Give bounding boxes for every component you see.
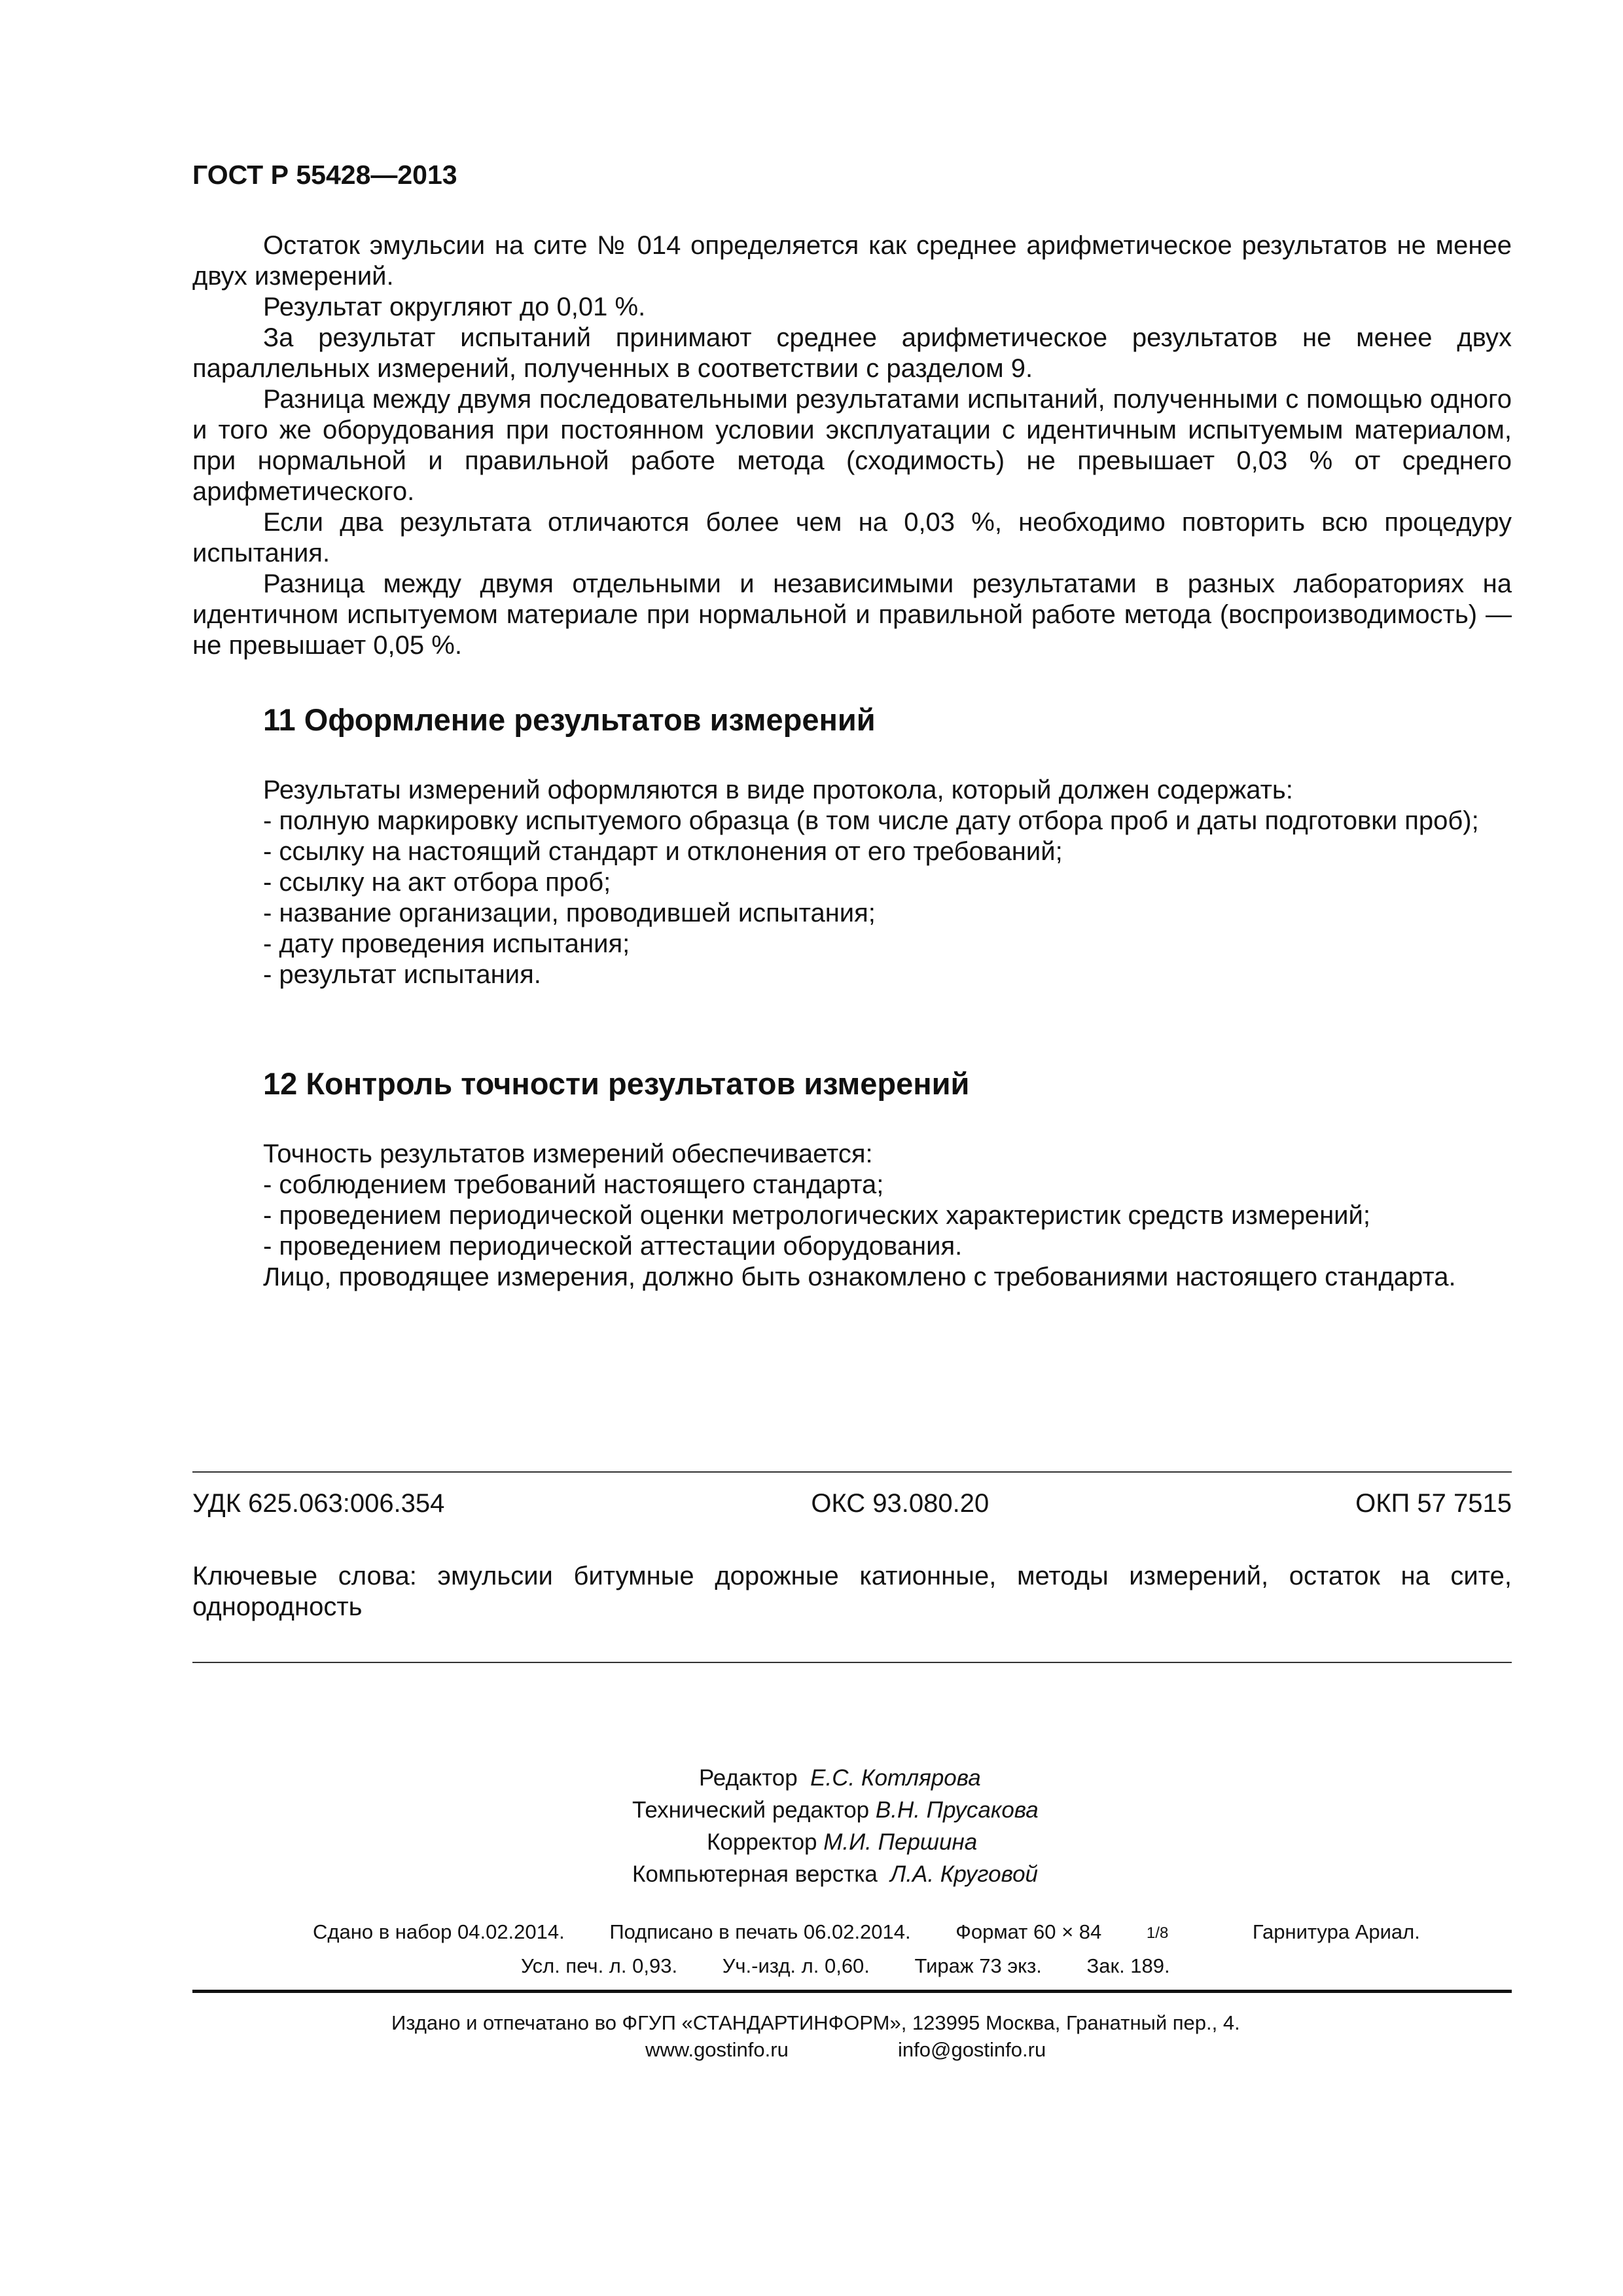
print-info-item: Усл. печ. л. 0,93.	[521, 1954, 678, 1977]
okp-code: ОКП 57 7515	[1355, 1489, 1512, 1518]
classification-codes	[192, 1489, 1512, 1518]
divider	[192, 1662, 1512, 1663]
format-fraction: 1/8	[1146, 1924, 1169, 1942]
credit-role: Редактор	[699, 1765, 798, 1791]
list-item: - ссылку на акт отбора проб;	[263, 868, 611, 897]
list-item: - соблюдением требований настоящего стандарта;	[263, 1170, 884, 1199]
print-info-item: Сдано в набор 04.02.2014.	[313, 1920, 565, 1943]
print-info-item: Формат 60 × 84	[955, 1920, 1102, 1943]
divider	[192, 1990, 1512, 1993]
credit-role: Компьютерная верстка	[632, 1861, 878, 1887]
list-item: - дату проведения испытания;	[263, 929, 630, 958]
paragraph: Лицо, проводящее измерения, должно быть ознакомлено с требованиями настоящего стандарта.	[263, 1263, 1456, 1291]
credit-role: Корректор	[707, 1829, 817, 1855]
oks-code: ОКС 93.080.20	[811, 1489, 990, 1518]
credit-name: М.И. Першина	[823, 1829, 978, 1855]
credit-role: Технический редактор	[632, 1797, 870, 1823]
list-item: - название организации, проводившей испытания;	[263, 899, 876, 927]
paragraph: Остаток эмульсии на сите № 014 определяется как среднее арифметическое результатов не менее двух измерений.	[192, 231, 1512, 291]
publisher-website[interactable]: www.gostinfo.ru	[645, 2038, 789, 2061]
print-info-item: Уч.-изд. л. 0,60.	[722, 1954, 870, 1977]
credit-name: Л.А. Круговой	[890, 1861, 1039, 1887]
measurement-results-text	[192, 230, 1512, 661]
udk-code: УДК 625.063:006.354	[192, 1489, 445, 1518]
section-12-title: 12 Контроль точности результатов измерений	[263, 1066, 970, 1101]
paragraph: Результат округляют до 0,01 %.	[263, 293, 646, 321]
print-info-item: Гарнитура Ариал.	[1252, 1920, 1420, 1943]
paragraph: Разница между двумя последовательными результатами испытаний, полученными с помощью одного и того же оборудования при постоянном условии эксплуатации с идентичным испытуемым материалом, при нормальной и правильной работе метода (сходимость) не превышает 0,03 % от среднего арифметического.	[192, 385, 1512, 506]
credit-corrector	[707, 1826, 977, 1858]
credit-editor	[699, 1762, 981, 1794]
credit-tech-editor	[632, 1794, 1039, 1826]
section-11-body	[192, 775, 1512, 990]
paragraph: Если два результата отличаются более чем на 0,03 %, необходимо повторить всю процедуру испытания.	[192, 508, 1512, 567]
list-item: - полную маркировку испытуемого образца (в том числе дату отбора проб и даты подготовки проб);	[263, 806, 1479, 835]
publisher-email[interactable]: info@gostinfo.ru	[898, 2038, 1046, 2061]
paragraph: Точность результатов измерений обеспечивается:	[263, 1139, 873, 1168]
section-11-title: 11 Оформление результатов измерений	[263, 702, 876, 737]
publisher-info: Издано и отпечатано во ФГУП «СТАНДАРТИНФОРМ», 123995 Москва, Гранатный пер., 4.	[391, 2011, 1240, 2034]
list-item: - проведением периодической аттестации оборудования.	[263, 1232, 963, 1261]
divider	[192, 1471, 1512, 1473]
credit-name: Е.С. Котлярова	[810, 1765, 981, 1791]
credit-layout	[632, 1858, 1038, 1890]
print-info-item: Тираж 73 экз.	[914, 1954, 1042, 1977]
credit-name: В.Н. Прусакова	[875, 1797, 1039, 1823]
paragraph: За результат испытаний принимают среднее арифметическое результатов не менее двух параллельных измерений, полученных в соответствии с разделом 9.	[192, 323, 1512, 383]
paragraph: Результаты измерений оформляются в виде протокола, который должен содержать:	[263, 776, 1293, 804]
print-format	[955, 1920, 1207, 1943]
list-item: - ссылку на настоящий стандарт и отклонения от его требований;	[263, 837, 1063, 866]
print-info-item: Зак. 189.	[1086, 1954, 1170, 1977]
print-info-item: Подписано в печать 06.02.2014.	[609, 1920, 911, 1943]
section-12-body	[192, 1139, 1512, 1293]
list-item: - проведением периодической оценки метрологических характеристик средств измерений;	[263, 1201, 1370, 1230]
list-item: - результат испытания.	[263, 960, 541, 989]
standard-id: ГОСТ Р 55428—2013	[192, 160, 457, 190]
print-info-row-1	[313, 1920, 1459, 1944]
paragraph: Разница между двумя отдельными и независимыми результатами в разных лабораториях на идентичном испытуемом материале при нормальной и правильной работе метода (воспроизводимость) — не превышает 0,05 %.	[192, 569, 1512, 660]
keywords: Ключевые слова: эмульсии битумные дорожные катионные, методы измерений, остаток на сите, однородность	[192, 1562, 1512, 1621]
print-info-row-2	[521, 1954, 1209, 1978]
